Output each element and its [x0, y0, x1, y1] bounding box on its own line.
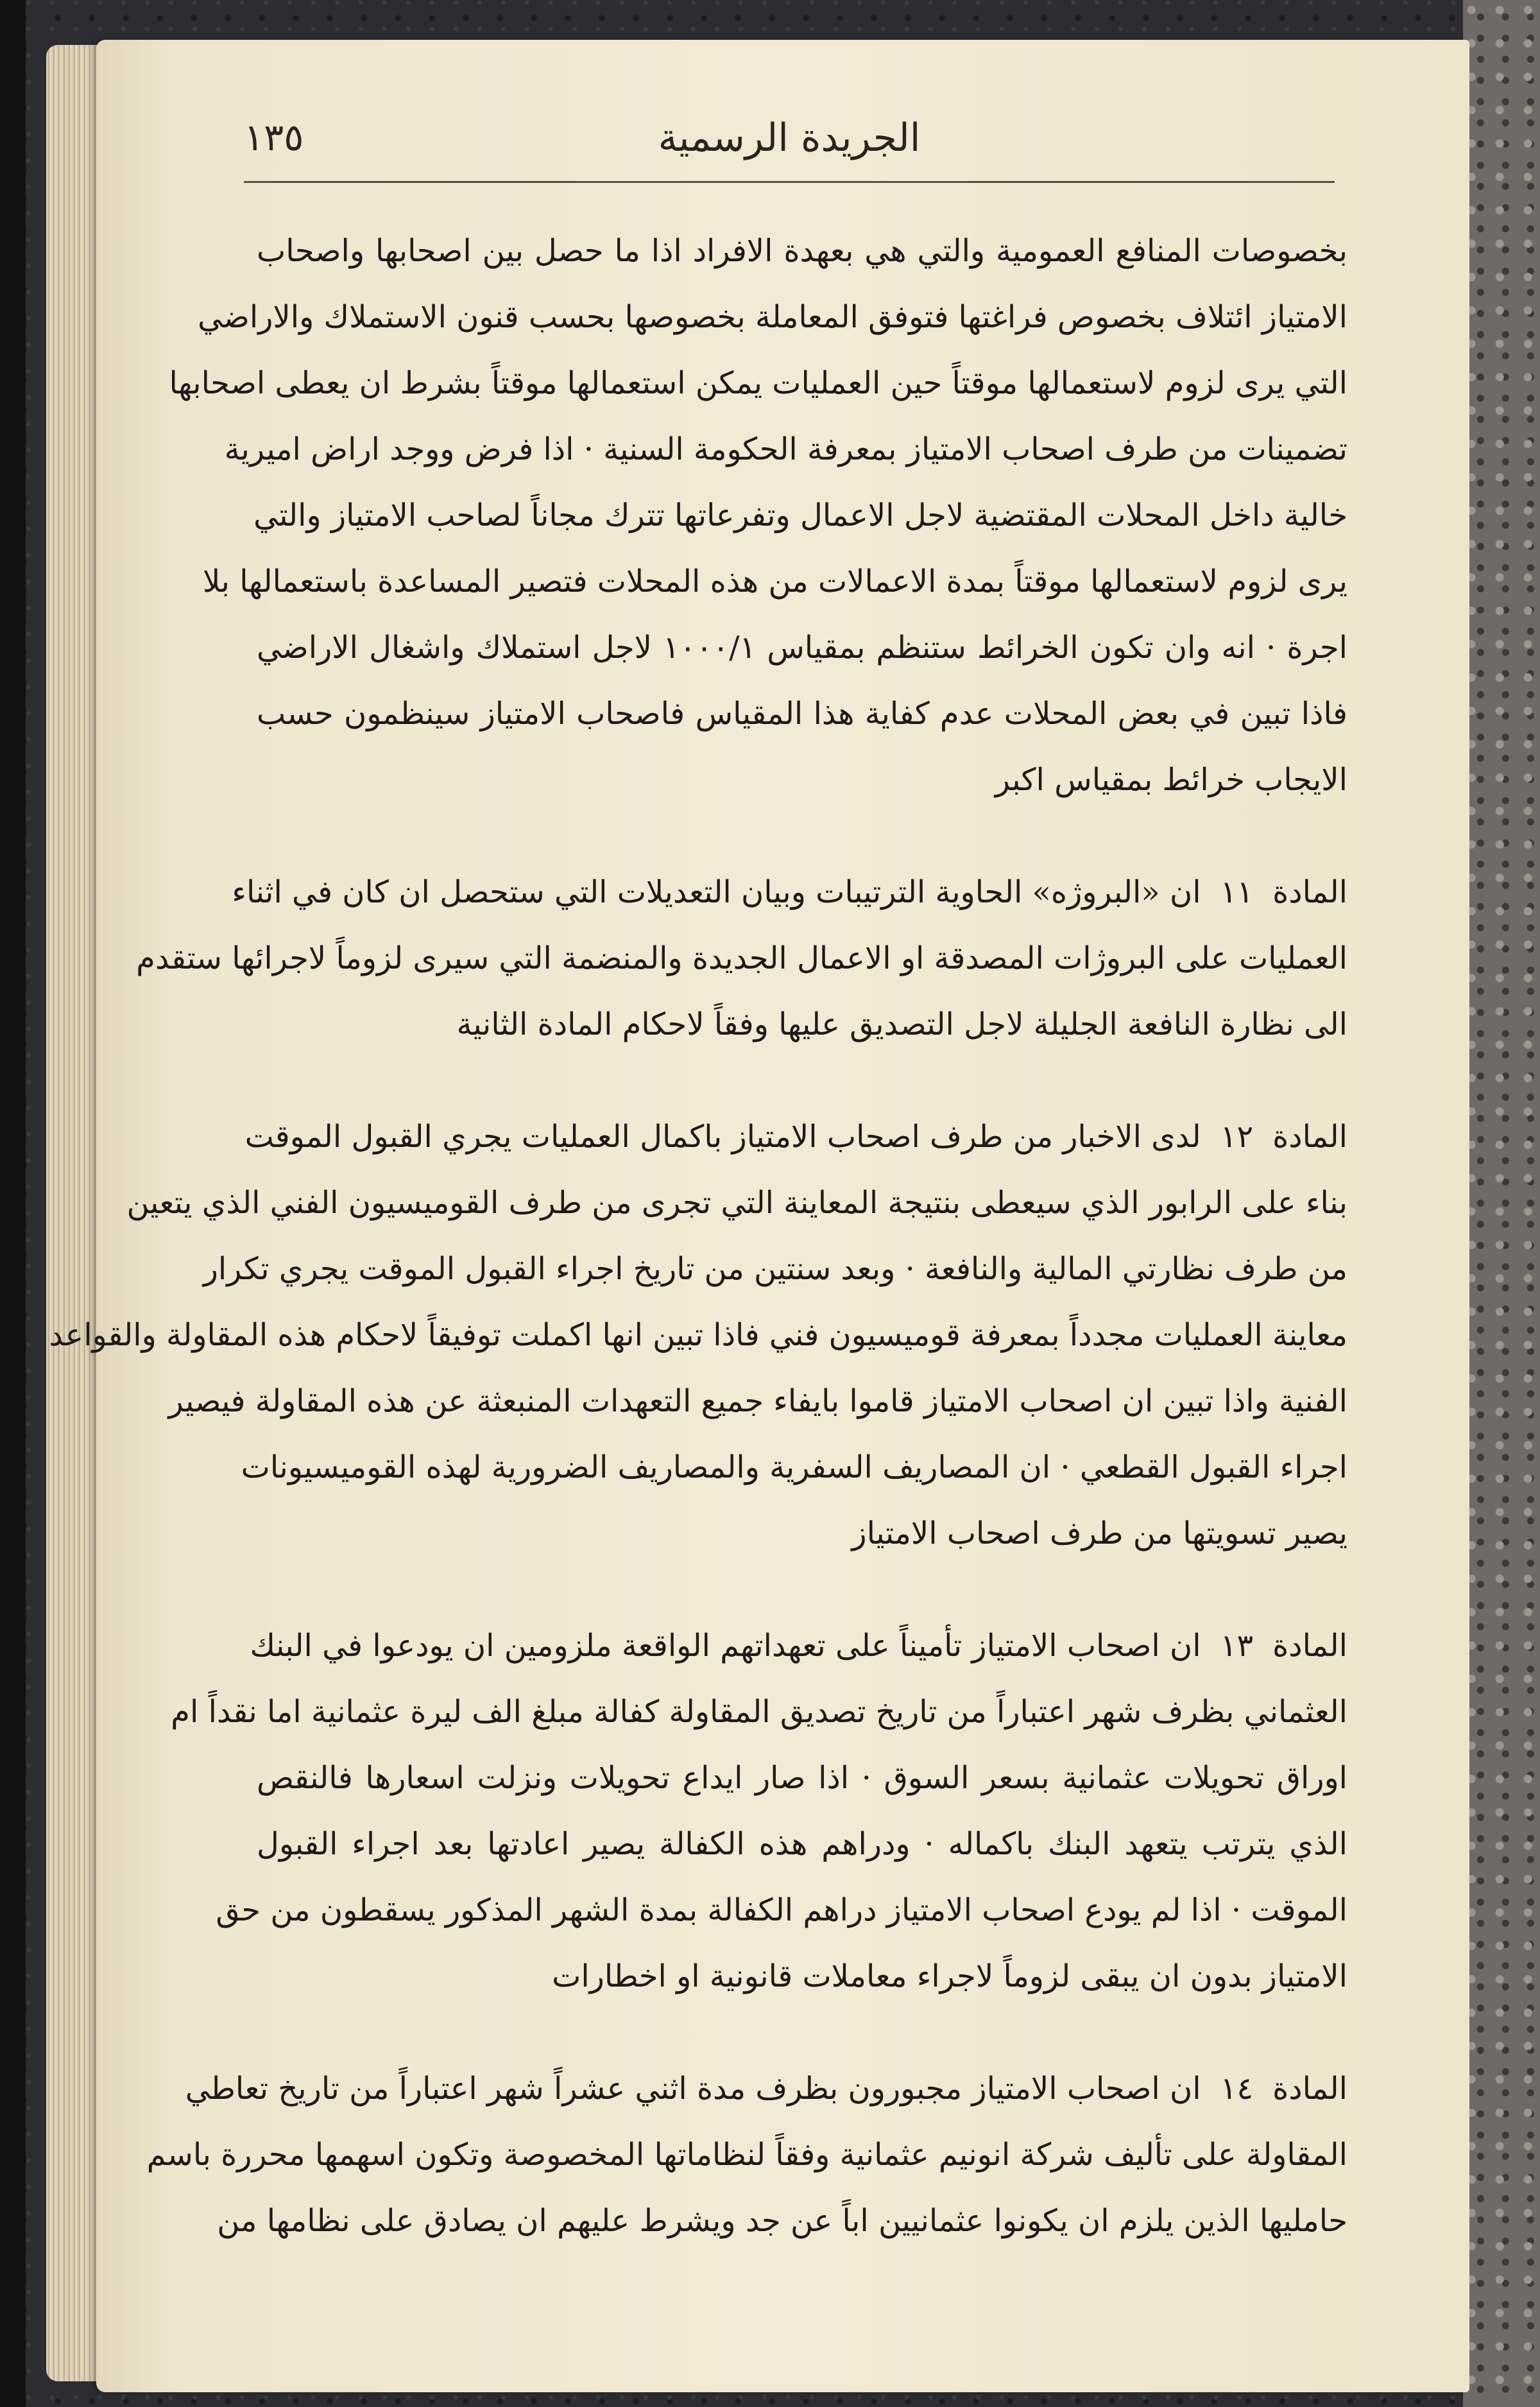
paragraph-gap	[257, 1567, 1348, 1613]
page-header	[244, 116, 1335, 173]
text-line: بناء على الرابور الذي سيعطى بنتيجة المعاينة التي تجرى من طرف القوميسيون الفني الذي يتعين	[126, 1185, 1348, 1221]
binding-shadow	[0, 0, 26, 2407]
text-line: الموقت · اذا لم يودع اصحاب الامتياز دراهم الكفالة بمدة الشهر المذكور يسقطون من حق	[216, 1892, 1348, 1928]
document-body	[49, 218, 1348, 2254]
text-line: اجراء القبول القطعي · ان المصاريف السفرية والمصاريف الضرورية لهذه القوميسيونات	[241, 1449, 1348, 1485]
header-rule	[244, 181, 1335, 183]
text-line: تضمينات من طرف اصحاب الامتياز بمعرفة الحكومة السنية · اذا فرض ووجد اراض اميرية	[224, 431, 1348, 467]
line-text: ان اصحاب الامتياز مجبورون بظرف مدة اثني عشراً شهر اعتباراً من تاريخ تعاطي	[185, 2071, 1201, 2107]
article-label: المادة	[1272, 2071, 1348, 2107]
text-line: الايجاب خرائط بمقياس اكبر	[995, 762, 1348, 798]
text-line: العمليات على البروژات المصدقة او الاعمال الجديدة والمنضمة التي سيرى لزوماً لاجرائها ستقدم	[136, 940, 1348, 976]
paragraph-gap	[257, 1058, 1348, 1104]
text-line: التي يرى لزوم لاستعمالها موقتاً حين العمليات يمكن استعمالها موقتاً بشرط ان يعطى اصحابها	[169, 365, 1348, 401]
paragraph	[169, 218, 1348, 813]
article-label: المادة	[1272, 1628, 1348, 1664]
text-line: معاينة العمليات مجدداً بمعرفة قوميسيون فني فاذا تبين انها اكملت توفيقاً لاحكام هذه المقاولة والقواعد	[49, 1317, 1348, 1353]
article-paragraph	[171, 1613, 1348, 2010]
paragraph-gap	[257, 2010, 1348, 2056]
article-number: ١٤	[1220, 2071, 1254, 2107]
article-number: ١٣	[1220, 1628, 1254, 1664]
article-number: ١١	[1220, 874, 1254, 910]
paragraph-gap	[257, 813, 1348, 859]
text-line: يرى لزوم لاستعمالها موقتاً بمدة الاعمالات من هذه المحلات فتصير المساعدة باستعمالها بلا	[203, 564, 1348, 600]
article-number: ١٢	[1220, 1119, 1254, 1155]
text-line: الامتياز بدون ان يبقى لزوماً لاجراء معاملات قانونية او اخطارات	[552, 1958, 1348, 1994]
line-text: ان اصحاب الامتياز تأميناً على تعهداتهم الواقعة ملزومين ان يودعوا في البنك	[250, 1628, 1201, 1664]
text-line: الذي يترتب يتعهد البنك باكماله · ودراهم هذه الكفالة يصير اعادتها بعد اجراء القبول	[257, 1826, 1348, 1862]
article-paragraph	[146, 2056, 1348, 2254]
article-label: المادة	[1272, 874, 1348, 910]
article-paragraph	[49, 1104, 1348, 1567]
text-line: خالية داخل المحلات المقتضية لاجل الاعمال وتفرعاتها تترك مجاناً لصاحب الامتياز والتي	[253, 497, 1348, 533]
text-line	[244, 1104, 1348, 1170]
line-text: ان «البروژه» الحاوية الترتيبات وبيان التعديلات التي ستحصل ان كان في اثناء	[232, 874, 1201, 910]
text-line: العثماني بظرف شهر اعتباراً من تاريخ تصديق المقاولة كفالة مبلغ الف ليرة عثمانية اما نقداً ام	[171, 1694, 1348, 1730]
text-line: اجرة · انه وان تكون الخرائط ستنظم بمقياس ١٠٠٠/١ لاجل استملاك واشغال الاراضي	[257, 630, 1348, 666]
text-line: حامليها الذين يلزم ان يكونوا عثمانيين اباً عن جد ويشرط عليهم ان يصادق على نظامها من	[217, 2203, 1348, 2239]
text-line	[232, 859, 1348, 926]
page-number: ١٣٥	[244, 116, 304, 159]
text-line: من طرف نظارتي المالية والنافعة · وبعد سنتين من تاريخ اجراء القبول الموقت يجري تكرار	[203, 1251, 1348, 1287]
text-line: الى نظارة النافعة الجليلة لاجل التصديق عليها وفقاً لاحكام المادة الثانية	[456, 1006, 1348, 1042]
text-line: المقاولة على تأليف شركة انونيم عثمانية وفقاً لنظاماتها المخصوصة وتكون اسهمها محررة باسم	[146, 2137, 1348, 2173]
page-title: الجريدة الرسمية	[658, 116, 921, 160]
article-paragraph	[136, 859, 1348, 1058]
text-line: بخصوصات المنافع العمومية والتي هي بعهدة الافراد اذا ما حصل بين اصحابها واصحاب	[257, 233, 1348, 269]
text-line: اوراق تحويلات عثمانية بسعر السوق · اذا صار ايداع تحويلات ونزلت اسعارها فالنقص	[257, 1760, 1348, 1796]
line-text: لدى الاخبار من طرف اصحاب الامتياز باكمال العمليات يجري القبول الموقت	[244, 1119, 1201, 1155]
text-line: الامتياز ائتلاف بخصوص فراغتها فتوفق المعاملة بخصوصها بحسب قنون الاستملاك والاراضي	[198, 299, 1348, 335]
book-cover-edge	[1463, 0, 1540, 2407]
article-label: المادة	[1272, 1119, 1348, 1155]
text-line: الفنية واذا تبين ان اصحاب الامتياز قاموا بايفاء جميع التعهدات المنبعثة عن هذه المقاولة فيصير	[168, 1383, 1348, 1419]
text-line: يصير تسويتها من طرف اصحاب الامتياز	[851, 1515, 1348, 1551]
text-line	[250, 1613, 1348, 1679]
text-line	[185, 2056, 1348, 2122]
text-line: فاذا تبين في بعض المحلات عدم كفاية هذا المقياس فاصحاب الامتياز سينظمون حسب	[257, 696, 1348, 732]
